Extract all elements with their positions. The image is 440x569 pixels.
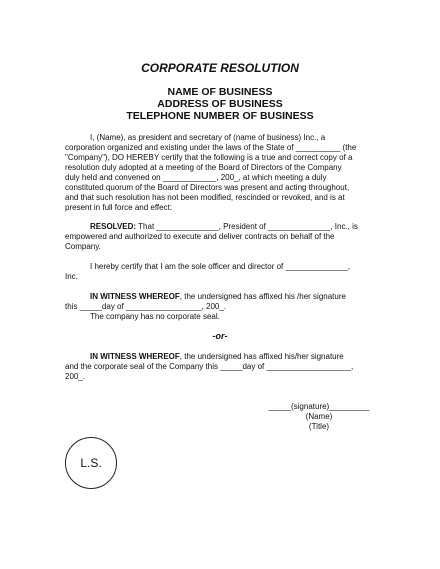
resolved-line bbox=[65, 222, 385, 232]
business-address-heading: ADDRESS OF BUSINESS bbox=[157, 98, 283, 110]
resolved-label: RESOLVED: bbox=[90, 222, 137, 231]
witness-label: IN WITNESS WHEREOF bbox=[90, 292, 180, 301]
witness-paragraph-no-seal bbox=[65, 292, 385, 322]
document-title: CORPORATE RESOLUTION bbox=[141, 61, 299, 75]
certification-line: constituted quorum of the Board of Directors was present and acting throughout, bbox=[65, 183, 350, 192]
certification-paragraph bbox=[65, 133, 385, 213]
officer-paragraph bbox=[65, 262, 385, 282]
resolved-paragraph bbox=[65, 222, 385, 252]
resolved-text: That ______________, President of ______________, Inc., is bbox=[136, 222, 358, 231]
witness-line bbox=[65, 352, 385, 362]
witness-label: IN WITNESS WHEREOF bbox=[90, 352, 180, 361]
witness-paragraph-with-seal bbox=[65, 352, 385, 382]
signature-line: _____(signature)_________ bbox=[268, 402, 370, 411]
certification-line: "Company"), DO HEREBY certify that the following is a true and correct copy of a bbox=[65, 153, 353, 162]
or-separator: -or- bbox=[212, 331, 228, 341]
signature-title: (Title) bbox=[308, 422, 330, 431]
resolved-line: Company. bbox=[65, 242, 101, 251]
seal-label: L.S. bbox=[80, 456, 102, 470]
witness-text: , the undersigned has affixed his/her signature bbox=[179, 352, 344, 361]
certification-line: resolution duly adopted at a meeting of the Board of Directors of the Company bbox=[65, 163, 342, 172]
signature-name: (Name) bbox=[305, 412, 333, 421]
certification-line: present in full force and effect: bbox=[65, 203, 173, 212]
certification-line: corporation organized and existing under the laws of the State of __________ (the bbox=[65, 143, 357, 152]
witness-line: and the corporate seal of the Company this _____day of ___________________, bbox=[65, 362, 354, 371]
witness-line bbox=[65, 292, 385, 302]
resolved-line: empowered and authorized to execute and deliver contracts on behalf of the bbox=[65, 232, 335, 241]
certification-line: I, (Name), as president and secretary of (name of business) Inc., a bbox=[90, 133, 326, 142]
witness-line: The company has no corporate seal. bbox=[90, 312, 220, 321]
officer-line: Inc. bbox=[65, 272, 78, 281]
seal-circle bbox=[65, 437, 117, 489]
witness-text: , the undersigned has affixed his /her signature bbox=[179, 292, 346, 301]
witness-line: 200_. bbox=[65, 372, 86, 381]
certification-line: duly held and convened on ____________, 200_, at which meeting a duly bbox=[65, 173, 327, 182]
business-telephone-heading: TELEPHONE NUMBER OF BUSINESS bbox=[126, 110, 314, 122]
certification-line: and that such resolution has not been modified, rescinded or revoked, and is at bbox=[65, 193, 345, 202]
business-name-heading: NAME OF BUSINESS bbox=[167, 86, 273, 98]
officer-line: I hereby certify that I am the sole officer and director of ______________, bbox=[90, 262, 351, 271]
witness-line: this _____day of _________________, 200_. bbox=[65, 302, 227, 311]
